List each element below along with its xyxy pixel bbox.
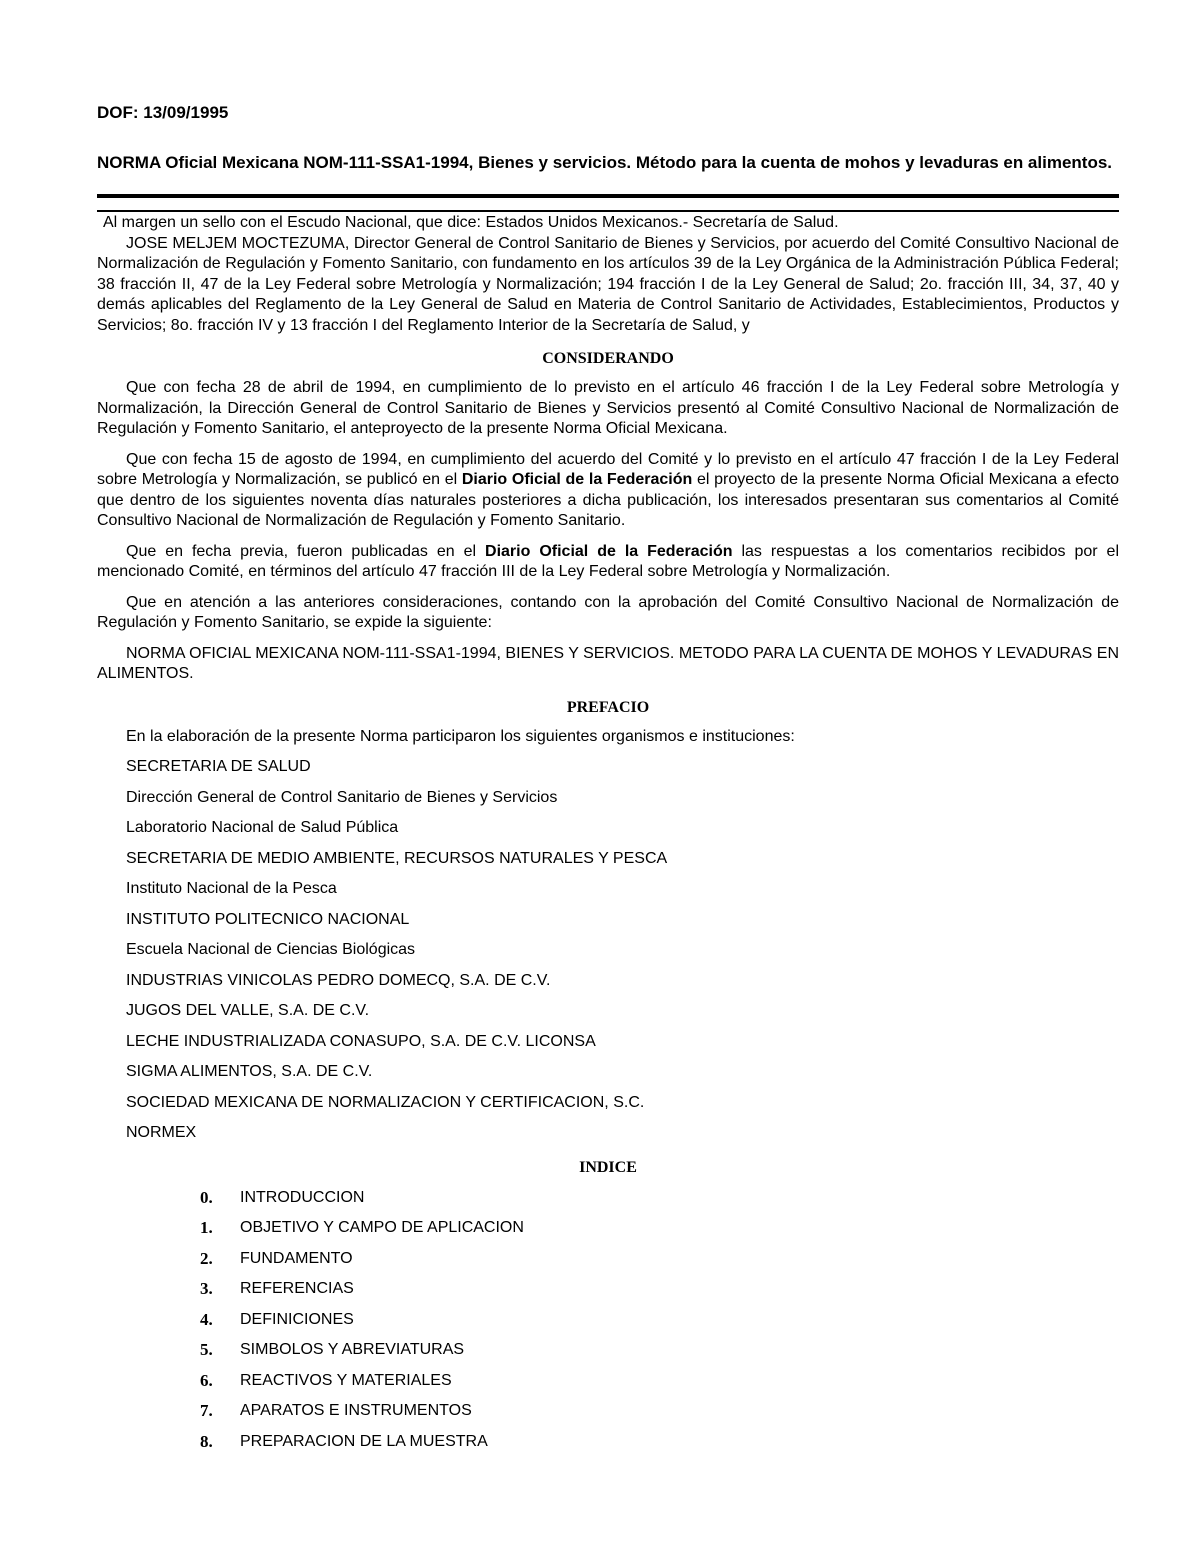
toc-item (97, 1340, 1119, 1361)
list-item: INSTITUTO POLITECNICO NACIONAL (126, 910, 410, 928)
prefacio-org-list (97, 757, 1119, 1144)
toc-item (97, 1401, 1119, 1422)
considerando-paragraph-5: NORMA OFICIAL MEXICANA NOM-111-SSA1-1994, BIENES Y SERVICIOS. METODO PARA LA CUENTA DE MOHOS Y LEVADURAS EN ALIMENTOS. (97, 644, 1119, 682)
toc-number: 6. (200, 1370, 213, 1390)
list-item: SOCIEDAD MEXICANA DE NORMALIZACION Y CERTIFICACION, S.C. (126, 1093, 645, 1111)
prefacio-intro: En la elaboración de la presente Norma participaron los siguientes organismos e instituciones: (126, 727, 795, 745)
toc-label: PREPARACION DE LA MUESTRA (240, 1432, 488, 1450)
considerando-paragraph-4: Que en atención a las anteriores consideraciones, contando con la aprobación del Comité Consultivo Nacional de Normalización de Regulación y Fomento Sanitario, se expide la siguiente: (97, 593, 1119, 631)
toc-label: REFERENCIAS (240, 1280, 354, 1297)
toc-item (97, 1371, 1119, 1392)
considerando-paragraph-3-text-a: Que en fecha previa, fueron publicadas en el (126, 542, 486, 560)
toc-item (97, 1188, 1119, 1209)
list-item: SIGMA ALIMENTOS, S.A. DE C.V. (126, 1063, 373, 1080)
title-rule-thick (97, 194, 1119, 198)
toc-item (97, 1432, 1119, 1453)
list-item: SECRETARIA DE SALUD (126, 758, 311, 775)
list-item: Dirección General de Control Sanitario de Bienes y Servicios (126, 788, 558, 806)
toc-number: 0. (200, 1187, 213, 1207)
list-item: Escuela Nacional de Ciencias Biológicas (126, 941, 416, 958)
list-item: SECRETARIA DE MEDIO AMBIENTE, RECURSOS NATURALES Y PESCA (126, 849, 668, 867)
toc-label: OBJETIVO Y CAMPO DE APLICACION (240, 1219, 524, 1236)
toc-label: REACTIVOS Y MATERIALES (240, 1371, 452, 1389)
toc-label: FUNDAMENTO (240, 1249, 353, 1267)
considerando-paragraph-1: Que con fecha 28 de abril de 1994, en cumplimiento de lo previsto en el artículo 46 fracción I de la Ley Federal sobre Metrología y Normalización, la Dirección General de Control Sanitario de Bienes y Servicios presentó al Comité Consultivo Nacional de Normalización de Regulación y Fomento Sanitario, el anteproyecto de la presente Norma Oficial Mexicana. (97, 379, 1119, 437)
diario-oficial-bold: Diario Oficial de la Federación (485, 542, 733, 560)
diario-oficial-bold: Diario Oficial de la Federación (461, 471, 693, 488)
toc-number: 7. (200, 1401, 213, 1420)
toc-number: 4. (200, 1309, 213, 1329)
toc-label: INTRODUCCION (240, 1188, 365, 1206)
toc-item (97, 1310, 1119, 1331)
title-rule-thin (97, 210, 1119, 212)
dof-date: DOF: 13/09/1995 (97, 103, 229, 122)
considerando-paragraph-2-text-a: Que con fecha 15 de agosto de 1994, en cumplimiento del acuerdo del Comité y lo previsto en el artículo 47 fracción I de la Ley Federal sobre Metrología y Normalización, se publicó en el (97, 450, 1119, 488)
intro-seal-paragraph: Al margen un sello con el Escudo Nacional, que dice: Estados Unidos Mexicanos.- Secretaría de Salud. (103, 214, 839, 231)
list-item: LECHE INDUSTRIALIZADA CONASUPO, S.A. DE C.V. LICONSA (126, 1032, 596, 1050)
toc-item (97, 1279, 1119, 1300)
considerando-paragraph-3-text-b: las respuestas a los comentarios recibidos por el mencionado Comité, en términos del artículo 47 fracción III de la Ley Federal sobre Metrología y Normalización. (97, 542, 1119, 580)
list-item: JUGOS DEL VALLE, S.A. DE C.V. (126, 1002, 370, 1019)
indice-heading: INDICE (579, 1158, 637, 1176)
toc-item (97, 1249, 1119, 1270)
list-item: Laboratorio Nacional de Salud Pública (126, 819, 399, 836)
list-item: NORMEX (126, 1124, 197, 1141)
toc-item (97, 1218, 1119, 1239)
prefacio-heading: PREFACIO (566, 698, 650, 716)
norm-title: NORMA Oficial Mexicana NOM-111-SSA1-1994, Bienes y servicios. Método para la cuenta de mohos y levaduras en alimentos. (97, 153, 1113, 172)
toc-label: SIMBOLOS Y ABREVIATURAS (240, 1341, 465, 1358)
toc-label: APARATOS E INSTRUMENTOS (240, 1402, 472, 1419)
considerando-paragraph-3 (97, 542, 1119, 583)
toc-label: DEFINICIONES (240, 1310, 354, 1328)
toc-number: 1. (200, 1218, 213, 1237)
list-item: INDUSTRIAS VINICOLAS PEDRO DOMECQ, S.A. DE C.V. (126, 971, 551, 989)
toc-number: 5. (200, 1340, 213, 1359)
considerando-heading: CONSIDERANDO (542, 350, 674, 367)
intro-director-paragraph: JOSE MELJEM MOCTEZUMA, Director General de Control Sanitario de Bienes y Servicios, por acuerdo del Comité Consultivo Nacional de Normalización de Regulación y Fomento Sanitario, con fundamento en los artículos 39 de la Ley Orgánica de la Administración Pública Federal; 38 fracción II, 47 de la Ley Federal sobre Metrología y Normalización; 194 fracción I de la Ley General de Salud; 2o. fracción III, 34, 37, 40 y demás aplicables del Reglamento de la Ley General de Salud en Materia de Control Sanitario de Actividades, Establecimientos, Productos y Servicios; 8o. fracción IV y 13 fracción I del Reglamento Interior de la Secretaría de Salud, y (97, 234, 1119, 334)
indice-list (97, 1188, 1119, 1453)
considerando-paragraph-2 (97, 450, 1119, 532)
considerando-paragraph-2-text-b: el proyecto de la presente Norma Oficial Mexicana a efecto que dentro de los siguientes noventa días naturales posteriores a dicha publicación, los interesados presentaran sus comentarios al Comité Consultivo Nacional de Normalización de Regulación y Fomento Sanitario. (97, 471, 1120, 529)
list-item: Instituto Nacional de la Pesca (126, 880, 337, 897)
document-body (97, 213, 1119, 1452)
toc-number: 2. (200, 1248, 213, 1268)
toc-number: 3. (200, 1279, 213, 1298)
toc-number: 8. (200, 1431, 213, 1451)
